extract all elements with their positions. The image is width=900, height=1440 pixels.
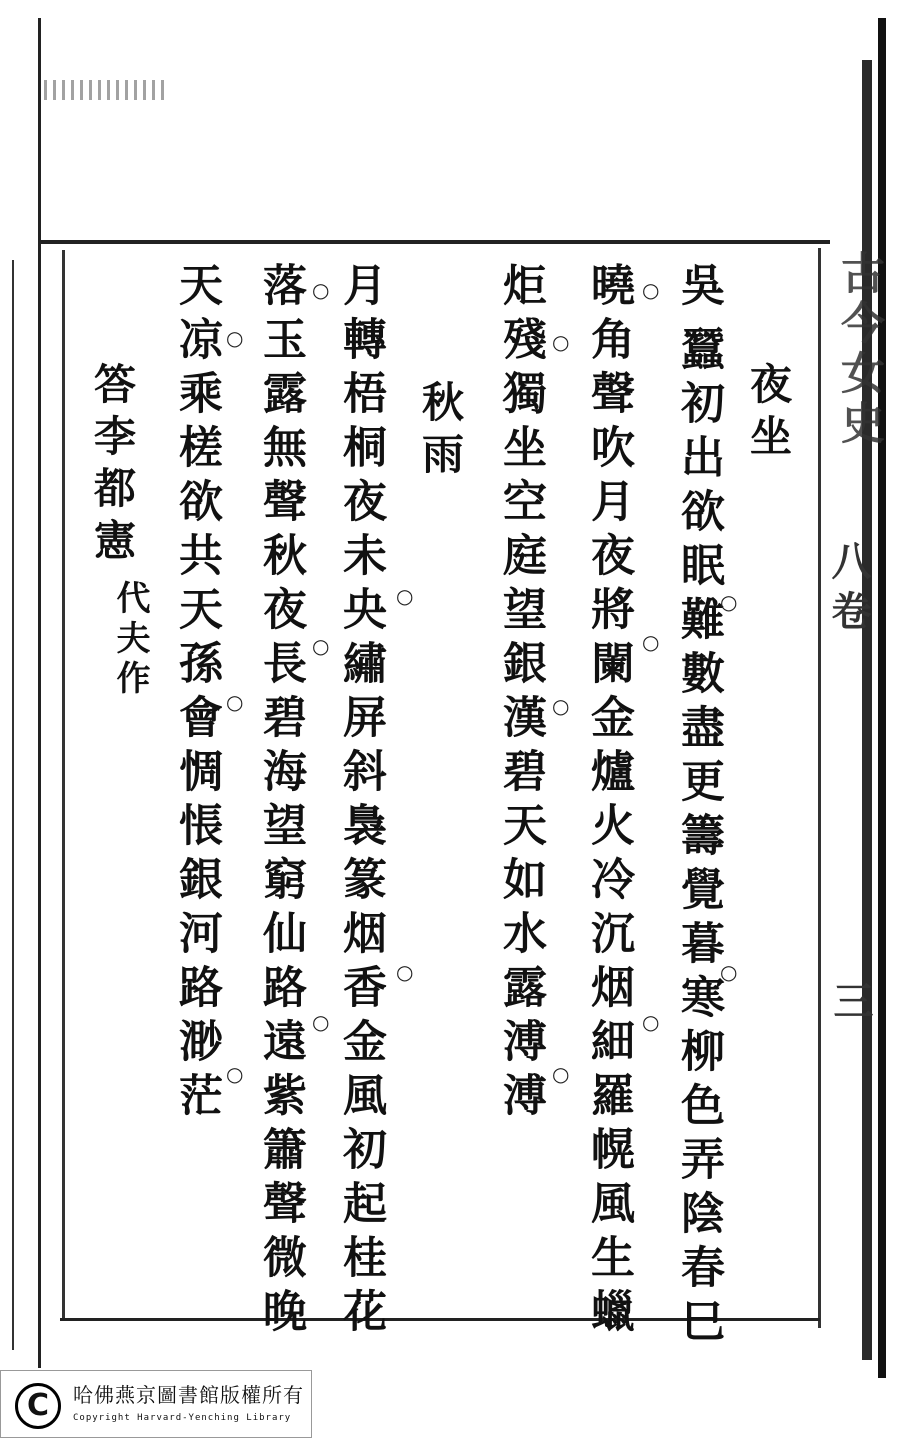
punctuation-circle: ○ — [552, 1062, 570, 1086]
poem-title-da-li-duxian: 答李都憲 — [88, 362, 137, 570]
outer-left-border — [38, 18, 41, 1368]
punctuation-circle: ○ — [312, 278, 330, 302]
scan-smudge — [44, 80, 164, 100]
top-border — [40, 240, 830, 244]
punctuation-circle: ○ — [226, 690, 244, 714]
text-column-5: 落玉露無聲秋夜長碧海望窮仙路遠紫簫聲微晚 — [255, 262, 306, 1342]
copyright-chinese: 哈佛燕京圖書館版權所有 — [73, 1383, 304, 1407]
text-column-2: 曉角聲吹月夜將闌金爐火冷沉烟細羅幌風生蠟 — [583, 262, 634, 1342]
punctuation-circle: ○ — [396, 960, 414, 984]
punctuation-circle: ○ — [226, 326, 244, 350]
punctuation-circle: ○ — [226, 1062, 244, 1086]
punctuation-circle: ○ — [720, 960, 738, 984]
page-edge-line — [12, 260, 14, 1350]
book-spine-edge — [878, 18, 886, 1378]
copyright-english: Copyright Harvard-Yenching Library — [73, 1413, 292, 1423]
poem-title-yezuo: 夜坐 — [744, 362, 793, 466]
text-column-6: 天凉乘槎欲共天孫會惆悵銀河路渺茫 — [171, 262, 222, 1126]
text-column-4: 月轉梧桐夜未央繡屏斜裊篆烟香金風初起桂花 — [335, 262, 386, 1342]
punctuation-circle: ○ — [642, 278, 660, 302]
folio-number: 三 — [827, 980, 874, 1020]
punctuation-circle: ○ — [312, 634, 330, 658]
inner-left-border — [62, 250, 65, 1320]
punctuation-circle: ○ — [720, 590, 738, 614]
punctuation-circle: ○ — [396, 584, 414, 608]
punctuation-circle: ○ — [312, 1010, 330, 1034]
inner-right-border — [818, 248, 821, 1328]
poem-subtitle: 代夫作 — [110, 580, 150, 700]
text-column-1-head: 吳 — [673, 262, 724, 316]
punctuation-circle: ○ — [642, 630, 660, 654]
volume-label: 八卷 — [825, 540, 872, 640]
punctuation-circle: ○ — [642, 1010, 660, 1034]
text-column-1: 蠶初出欲眠難數盡更籌覺暮寒柳色弄陰春巳 — [673, 326, 724, 1352]
punctuation-circle: ○ — [552, 694, 570, 718]
punctuation-circle: ○ — [552, 330, 570, 354]
copyright-icon: C — [15, 1383, 61, 1429]
book-title-margin: 古今女史 — [833, 250, 884, 450]
copyright-notice — [0, 1370, 312, 1438]
text-column-3: 炬殘獨坐空庭望銀漢碧天如水露溥溥 — [495, 262, 546, 1126]
poem-title-qiuyu: 秋雨 — [416, 380, 465, 484]
